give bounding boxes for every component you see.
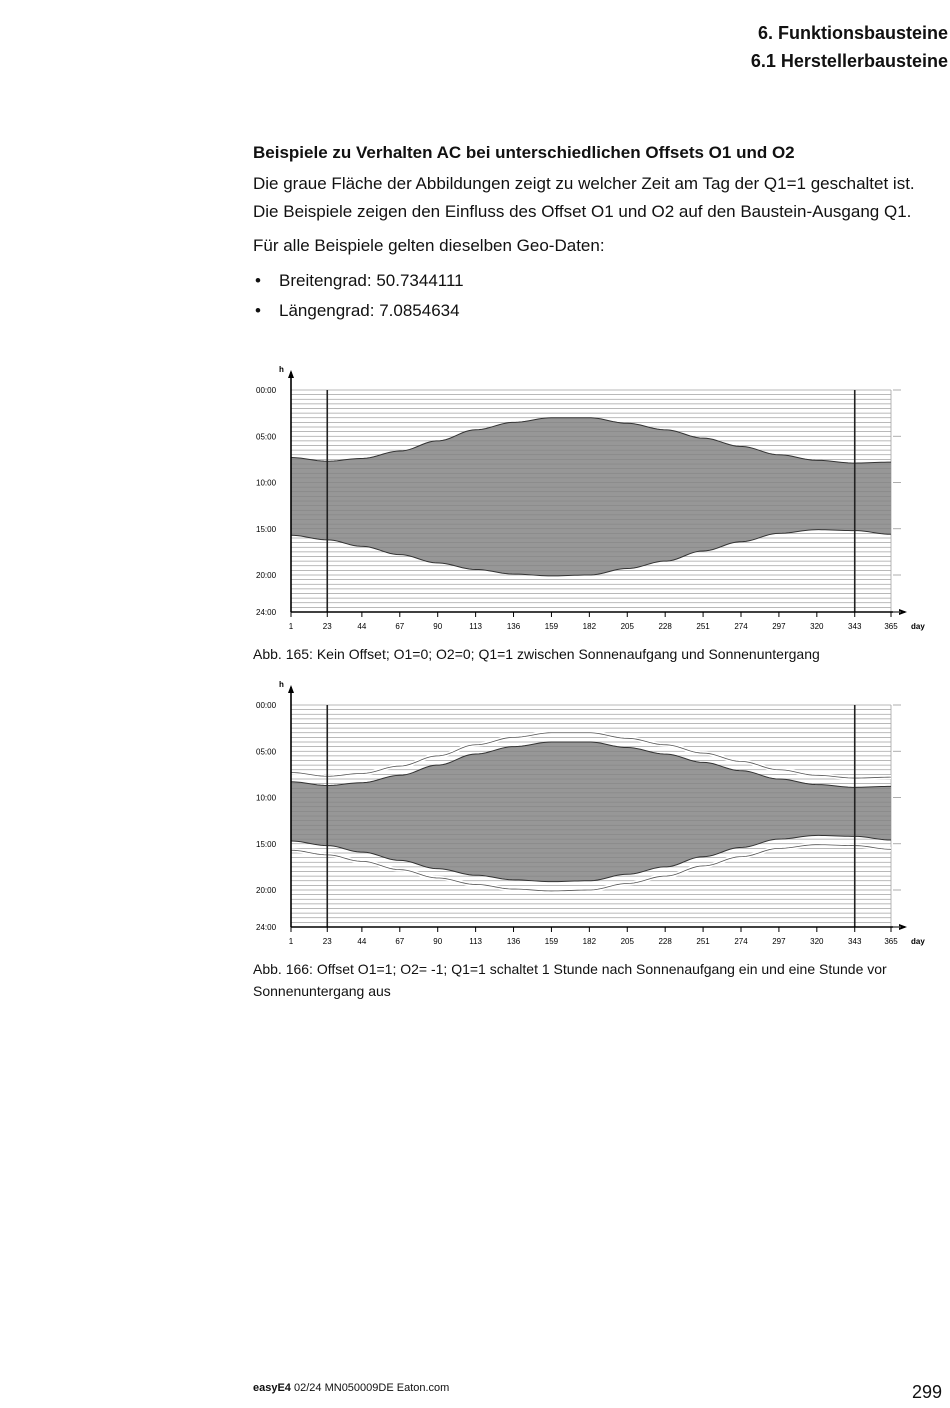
y-tick-label: 20:00	[256, 886, 277, 895]
x-tick-label: 297	[772, 622, 786, 631]
sun-chart-165	[253, 365, 933, 637]
footer-doc	[253, 1382, 449, 1394]
x-tick-label: 365	[884, 622, 898, 631]
list-item	[253, 266, 943, 296]
y-tick-label: 24:00	[256, 608, 277, 617]
x-tick-label: 90	[433, 622, 443, 631]
x-tick-label: 320	[810, 937, 824, 946]
figure-165	[253, 365, 933, 637]
y-tick-label: 10:00	[256, 478, 277, 488]
footer-product: easyE4	[253, 1382, 291, 1394]
x-tick-label: 1	[288, 622, 294, 631]
x-tick-label: 44	[357, 622, 367, 631]
y-axis-label: h	[279, 680, 284, 689]
x-tick-label: 274	[734, 937, 748, 946]
x-tick-label: 1	[288, 937, 294, 946]
x-tick-label: 159	[544, 937, 559, 946]
x-tick-label: 67	[395, 937, 405, 946]
y-tick-label: 10:00	[256, 793, 277, 803]
y-tick-label: 20:00	[256, 571, 277, 580]
on-area	[291, 742, 891, 882]
bullet-text: Längengrad: 7.0854634	[279, 301, 460, 320]
caption-165: Abb. 165: Kein Offset; O1=0; O2=0; Q1=1 zwischen Sonnenaufgang und Sonnenuntergang	[253, 646, 820, 662]
x-tick-label: 228	[658, 937, 672, 946]
x-tick-label: 274	[734, 622, 748, 631]
x-tick-label: 205	[620, 622, 634, 631]
x-tick-label: 136	[506, 937, 521, 946]
x-tick-label: 251	[696, 937, 710, 946]
x-tick-label: 182	[582, 937, 597, 946]
y-tick-label: 15:00	[256, 839, 277, 849]
x-tick-label: 23	[322, 622, 332, 631]
geo-list	[253, 266, 943, 326]
x-tick-label: 136	[506, 622, 521, 631]
x-tick-label: 159	[544, 622, 559, 631]
x-axis-label: day	[911, 622, 925, 631]
bullet-icon: •	[255, 301, 261, 320]
section-title: 6.1 Herstellerbausteine	[750, 51, 948, 71]
geo-intro: Für alle Beispiele gelten dieselben Geo-Daten:	[253, 236, 605, 255]
x-tick-label: 113	[469, 622, 482, 631]
x-tick-label: 251	[696, 622, 710, 631]
x-tick-label: 365	[884, 937, 898, 946]
y-tick-label: 05:00	[256, 747, 277, 757]
x-tick-label: 205	[620, 937, 634, 946]
x-tick-label: 67	[395, 622, 405, 631]
heading: Beispiele zu Verhalten AC bei unterschiedlichen Offsets O1 und O2	[253, 143, 795, 162]
x-tick-label: 182	[582, 622, 597, 631]
y-tick-label: 05:00	[256, 432, 277, 442]
y-axis-label: h	[279, 365, 284, 374]
sun-chart-166	[253, 680, 933, 952]
x-tick-label: 343	[848, 622, 862, 631]
y-tick-label: 00:00	[256, 386, 277, 395]
x-tick-label: 113	[469, 937, 482, 946]
footer-docref: 02/24 MN050009DE Eaton.com	[294, 1382, 450, 1394]
x-tick-label: 343	[848, 937, 862, 946]
y-axis-arrow-icon	[288, 685, 294, 693]
intro-paragraph: Die graue Fläche der Abbildungen zeigt zu welcher Zeit am Tag der Q1=1 geschaltet ist. Die Beispiele zeigen den Einfluss des Offset O1 und O2 auf den Baustein-Ausgang Q1.	[253, 174, 915, 221]
x-tick-label: 320	[810, 622, 824, 631]
figure-166	[253, 680, 933, 952]
chapter-title: 6. Funktionsbausteine	[757, 23, 948, 43]
area-grid	[291, 705, 891, 927]
list-item	[253, 296, 943, 326]
text-block	[253, 140, 943, 326]
y-tick-label: 24:00	[256, 923, 277, 932]
y-tick-label: 15:00	[256, 524, 277, 534]
caption-166: Abb. 166: Offset O1=1; O2= -1; Q1=1 schaltet 1 Stunde nach Sonnenaufgang ein und eine Stunde vor Sonnenuntergang aus	[253, 961, 887, 999]
x-tick-label: 23	[322, 937, 332, 946]
y-axis-arrow-icon	[288, 370, 294, 378]
x-axis-label: day	[911, 937, 925, 946]
bullet-text: Breitengrad: 50.7344111	[279, 271, 464, 290]
bullet-icon: •	[255, 271, 261, 290]
x-tick-label: 297	[772, 937, 786, 946]
y-tick-label: 00:00	[256, 701, 277, 710]
x-tick-label: 90	[433, 937, 443, 946]
x-tick-label: 228	[658, 622, 672, 631]
page-number: 299	[911, 1382, 942, 1402]
x-tick-label: 44	[357, 937, 367, 946]
